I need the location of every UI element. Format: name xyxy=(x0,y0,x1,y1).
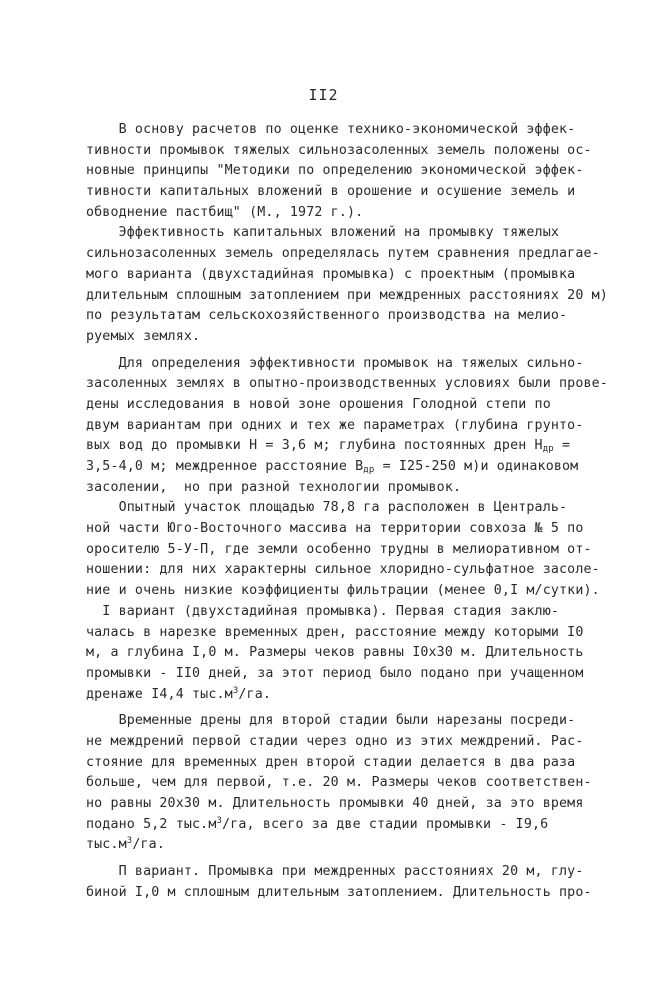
text-line: обводнение пастбищ" (М., 1972 г.). xyxy=(86,204,364,220)
text-line: мого варианта (двухстадийная промывка) с проектным (промывка xyxy=(86,266,576,282)
text-fragment: тыс.м xyxy=(86,837,127,853)
text-fragment: вых вод до промывки Н = 3,6 м; глубина постоянных дрен Н xyxy=(86,438,543,454)
text-fragment: 3,5-4,0 м; междренное расстояние В xyxy=(86,459,364,474)
text-line: больше, чем для первой, т.е. 20 м. Размеры чеков соответствен- xyxy=(86,775,592,791)
text-line: тивности капитальных вложений в орошение и осушение земель и xyxy=(86,184,576,200)
text-line xyxy=(86,436,606,457)
text-line: биной I,0 м сплошным длительным затоплением. Длительность про- xyxy=(86,884,592,900)
text-fragment: подано 5,2 тыс.м xyxy=(86,816,217,832)
text-line: В основу расчетов по оценке технико-экономической эффек- xyxy=(86,122,576,137)
text-line: Эффективность капитальных вложений на промывку тяжелых xyxy=(86,225,560,241)
text-line: сильнозасоленных земель определялась путем сравнения предлагае- xyxy=(86,246,600,262)
text-line: ние и очень низкие коэффициенты фильтрации (менее 0,I м/сутки). xyxy=(86,583,600,599)
text-fragment: дренаже I4,4 тыс.м xyxy=(86,686,233,702)
text-line: новные принципы "Методики по определению экономической эффек- xyxy=(86,163,584,179)
subscript: др xyxy=(363,465,375,475)
superscript: 3 xyxy=(232,685,239,696)
text-line: П вариант. Промывка при междренных расстояниях 20 м, глу- xyxy=(86,864,584,880)
text-line: ношении: для них характерны сильное хлоридно-сульфатное засоле- xyxy=(86,562,600,578)
text-fragment: = I25-250 м)и одинаковом xyxy=(374,459,579,474)
text-line: засоленных землях в опытно-производственных условиях были прове- xyxy=(86,376,608,392)
text-line: Для определения эффективности промывок на тяжелых сильно- xyxy=(86,355,584,371)
text-line: тивности промывок тяжелых сильнозасоленных земель положены ос- xyxy=(86,142,592,158)
text-line: промывки - II0 дней, за этот период было подано при учащенном xyxy=(86,665,584,681)
text-line: ной части Юго-Восточного массива на территории совхоза № 5 по xyxy=(86,521,584,537)
text-line: длительным сплошным затоплением при междренных расстояниях 20 м) xyxy=(86,287,608,303)
text-line xyxy=(86,685,606,706)
body-text xyxy=(86,120,606,903)
text-line xyxy=(86,457,606,478)
subscript: др xyxy=(542,444,554,455)
superscript: 3 xyxy=(216,815,223,826)
text-line xyxy=(86,835,606,856)
text-line: Опытный участок площадью 78,8 га расположен в Централь- xyxy=(86,500,568,516)
text-line: оросителю 5-У-П, где земли особенно трудны в мелиоративном от- xyxy=(86,541,592,557)
text-line: I вариант (двухстадийная промывка). Первая стадия заклю- xyxy=(86,603,560,619)
text-line: руемых землях. xyxy=(86,328,201,344)
text-line: двум вариантам при одних и тех же параметрах (глубина грунто- xyxy=(86,417,584,433)
text-line: чалась в нарезке временных дрен, расстояние между которыми I0 xyxy=(86,624,584,640)
text-line: по результатам сельскохозяйственного производства на мелио- xyxy=(86,308,568,324)
text-fragment: /га, всего за две стадии промывки - I9,6 xyxy=(222,816,549,832)
text-line: Временные дрены для второй стадии были нарезаны посреди- xyxy=(86,713,576,729)
text-line: стояние для временных дрен второй стадии делается в два раза xyxy=(86,754,576,770)
text-fragment: /га. xyxy=(132,837,165,853)
text-line: м, а глубина I,0 м. Размеры чеков равны I0х30 м. Длительность xyxy=(86,645,584,661)
page-number: II2 xyxy=(308,86,339,104)
text-line: не междрений первой стадии через одно из этих междрений. Рас- xyxy=(86,733,584,749)
text-fragment: = xyxy=(553,438,571,454)
text-line xyxy=(86,815,606,836)
text-line: дены исследования в новой зоне орошения Голодной степи по xyxy=(86,396,551,412)
superscript: 3 xyxy=(126,836,133,847)
text-line: засолении, но при разной технологии промывок. xyxy=(86,479,462,495)
text-fragment: /га. xyxy=(238,686,272,702)
text-line: но равны 20х30 м. Длительность промывки 40 дней, за это время xyxy=(86,796,584,811)
